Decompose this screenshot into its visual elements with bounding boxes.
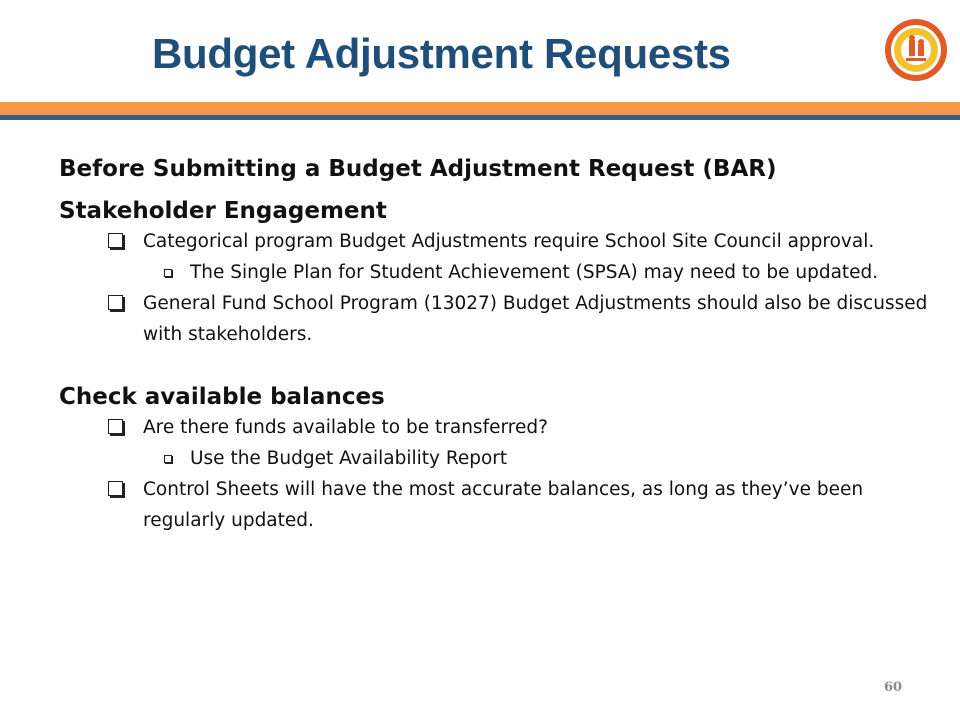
list-item: Control Sheets will have the most accurate balances, as long as they’ve been regularly updated. [59,474,939,536]
stakeholder-list [59,226,939,350]
checkbox-bullet-icon [108,295,123,310]
list-item: Categorical program Budget Adjustments require School Site Council approval. [59,226,939,257]
section-heading-balances: Check available balances [59,384,385,410]
checkbox-bullet-icon [108,233,123,248]
district-seal-icon [884,18,948,82]
small-checkbox-bullet-icon [164,269,172,277]
slide-title: Budget Adjustment Requests [152,30,731,77]
balances-list [59,412,939,536]
small-checkbox-bullet-icon [164,455,172,463]
list-item: General Fund School Program (13027) Budget Adjustments should also be discussed with stakeholders. [59,288,939,350]
list-item: Are there funds available to be transferred? [59,412,939,443]
checkbox-bullet-icon [108,419,123,434]
main-heading: Before Submitting a Budget Adjustment Request (BAR) [59,156,777,182]
section-heading-stakeholder: Stakeholder Engagement [59,198,387,224]
header-divider-orange [0,102,960,115]
checkbox-bullet-icon [108,481,123,496]
header-divider-blue [0,115,960,120]
slide-body [59,154,939,536]
list-item: Use the Budget Availability Report [59,443,939,474]
list-item: The Single Plan for Student Achievement (SPSA) may need to be updated. [59,257,939,288]
page-number: 60 [884,680,903,695]
